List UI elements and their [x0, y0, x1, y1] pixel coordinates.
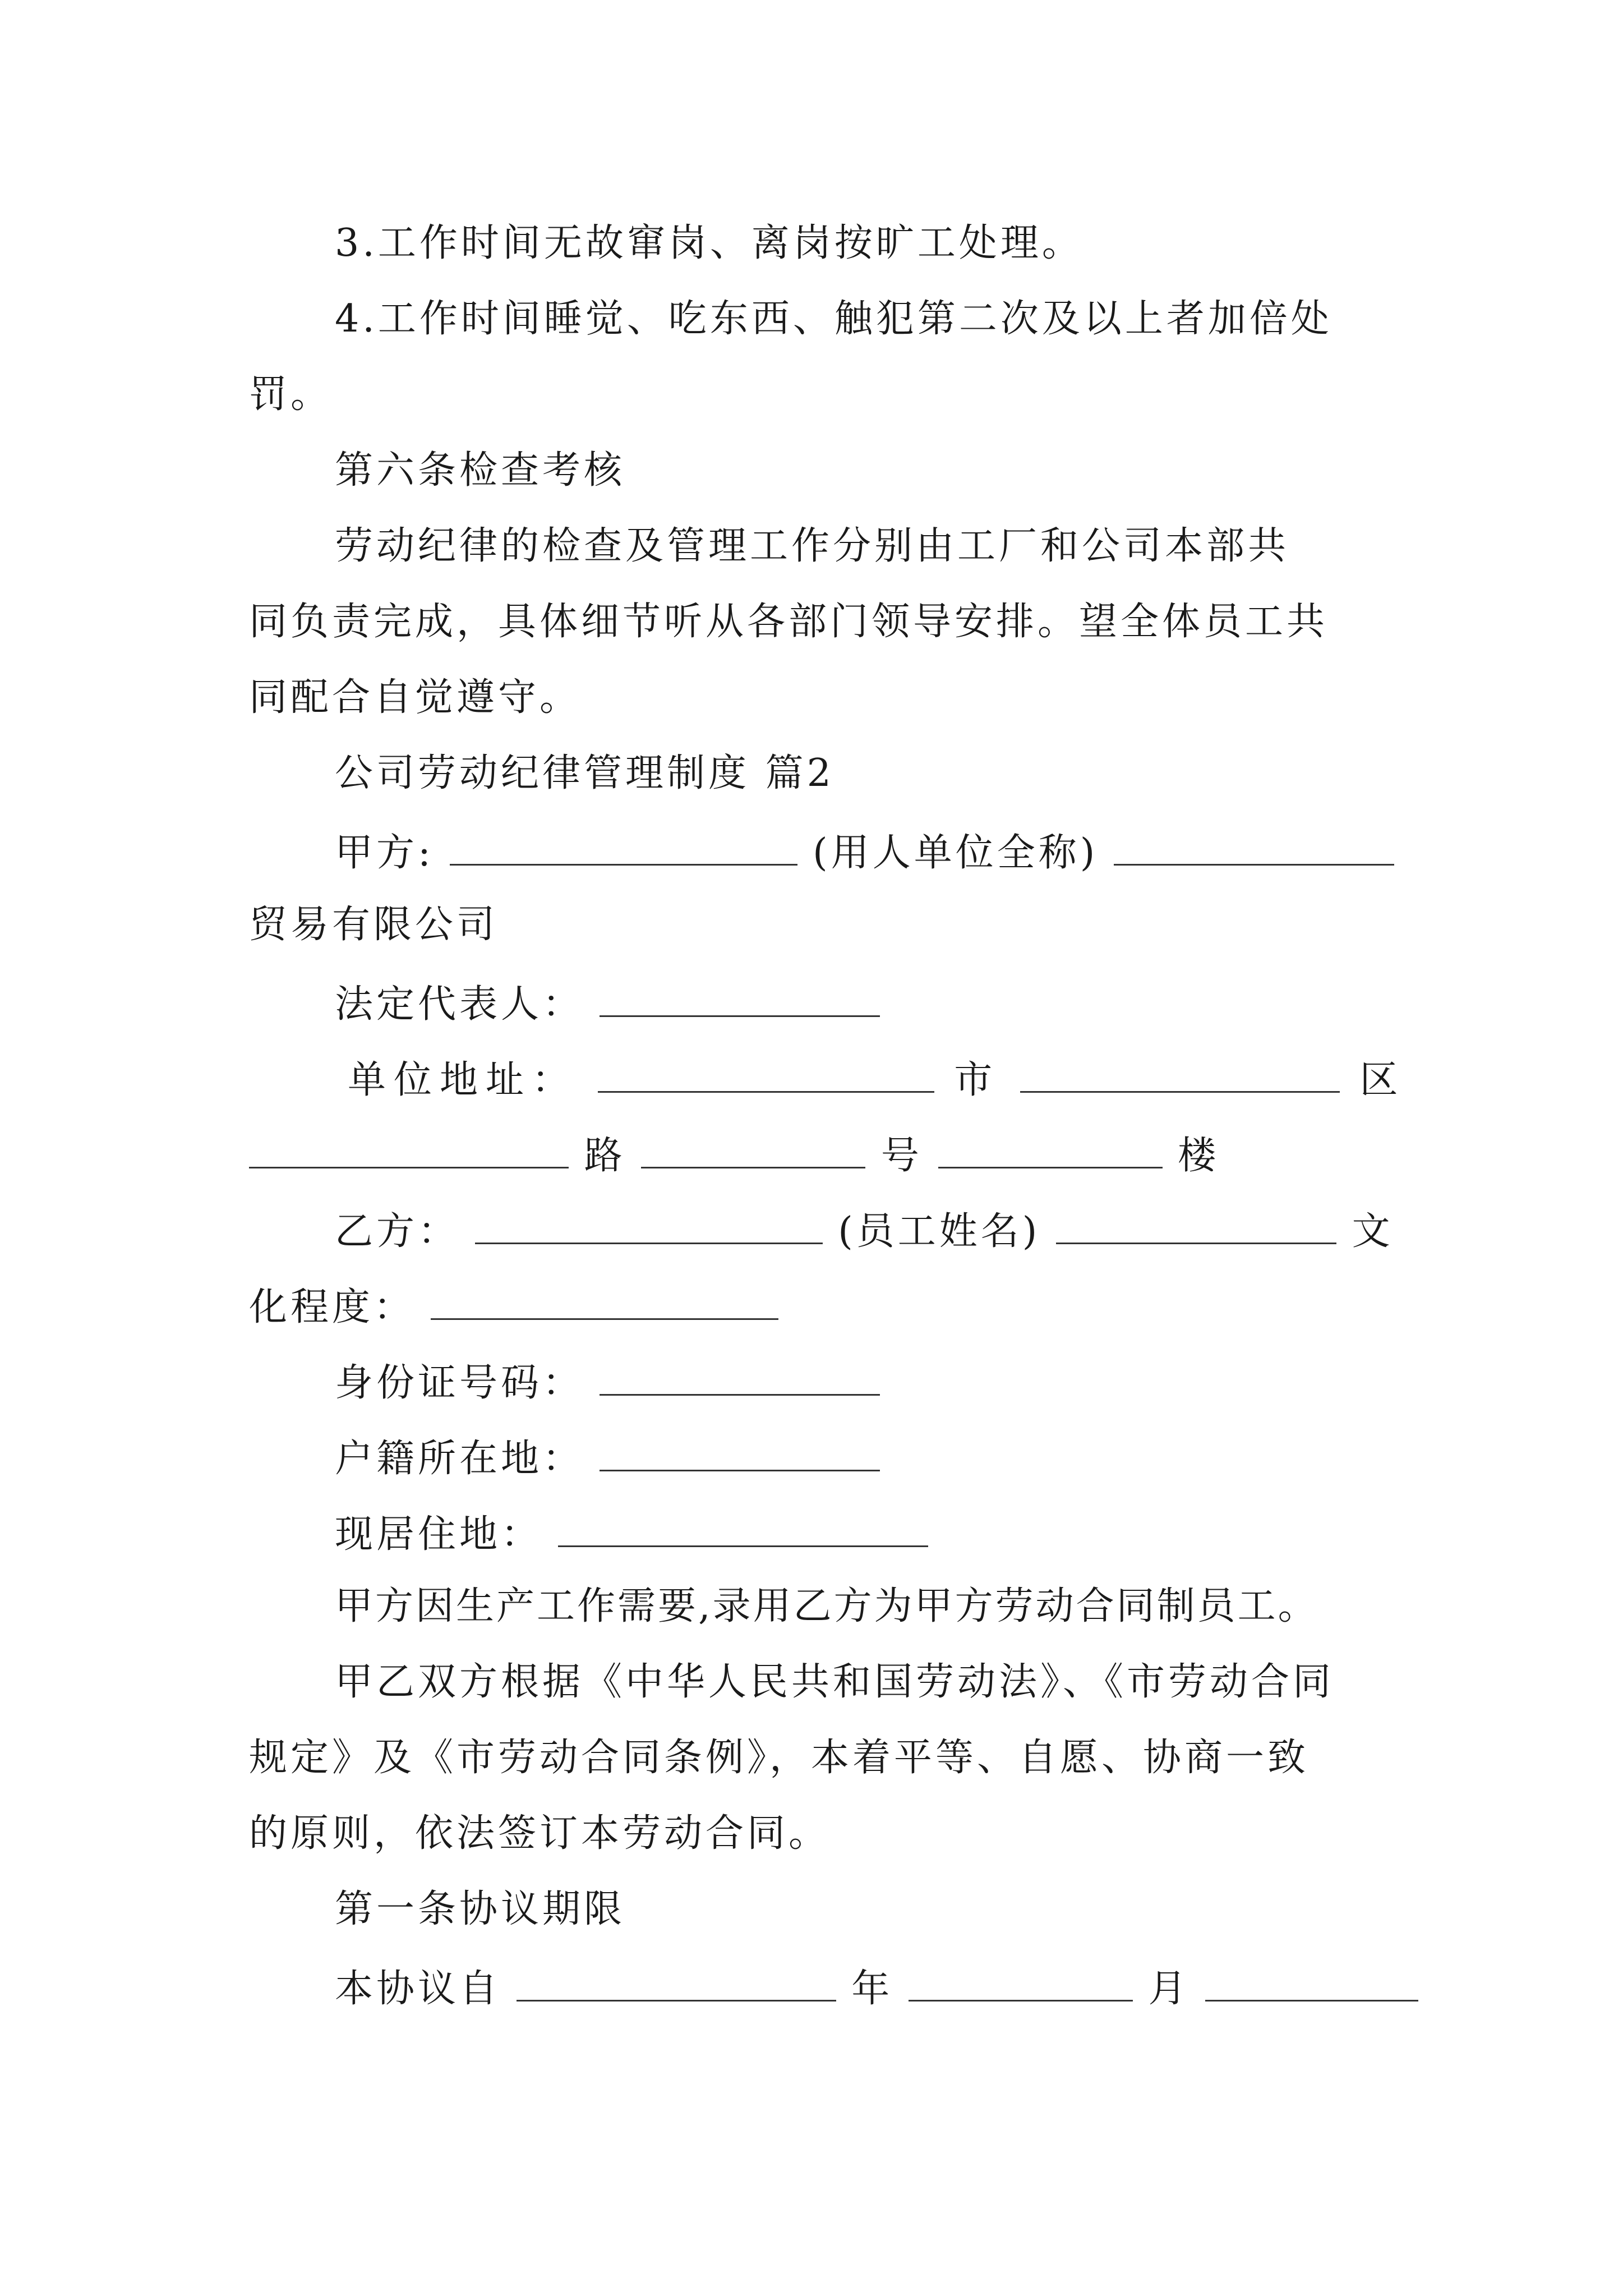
party-a-suffix-line: 贸易有限公司 — [249, 903, 499, 947]
document-subtitle: 公司劳动纪律管理制度 篇2 — [335, 751, 834, 795]
paragraph-basis-line3: 的原则，依法签订本劳动合同。 — [249, 1811, 831, 1856]
party-b-line — [335, 1209, 1394, 1254]
education-label-part2: 化程度： — [249, 1285, 416, 1329]
paragraph-basis-line1: 甲乙双方根据《中华人民共和国劳动法》、《市劳动合同 — [335, 1660, 1335, 1704]
term-line — [335, 1966, 1418, 2011]
term-year-label: 年 — [851, 1967, 893, 2011]
party-a-note: (用人单位全称) — [813, 831, 1099, 875]
party-b-note: (员工姓名) — [838, 1209, 1041, 1254]
education-line — [249, 1285, 778, 1327]
id-number-label: 身份证号码： — [335, 1361, 584, 1405]
residence-blank[interactable] — [558, 1512, 928, 1547]
education-label-part1: 文 — [1352, 1209, 1394, 1254]
address-building-blank[interactable] — [938, 1133, 1163, 1168]
address-district-label: 区 — [1359, 1058, 1406, 1102]
legal-rep-blank[interactable] — [600, 982, 880, 1017]
party-a-label: 甲方: — [335, 831, 434, 875]
address-label: 单位地址： — [348, 1058, 578, 1102]
paragraph-inspection-line2: 同负责完成，具体细节听从各部门领导安排。望全体员工共 — [249, 600, 1329, 644]
term-year-blank[interactable] — [517, 1966, 836, 2001]
address-line2 — [249, 1133, 1220, 1178]
section-heading-inspection: 第六条检查考核 — [335, 448, 626, 493]
address-city-label: 市 — [954, 1058, 1000, 1102]
legal-rep-line — [335, 982, 880, 1027]
household-blank[interactable] — [600, 1436, 880, 1471]
household-label: 户籍所在地： — [335, 1437, 584, 1481]
address-line — [348, 1057, 1406, 1102]
paragraph-inspection-line1: 劳动纪律的检查及管理工作分别由工厂和公司本部共 — [335, 524, 1290, 568]
residence-label: 现居住地： — [335, 1512, 543, 1557]
address-district-blank[interactable] — [1020, 1057, 1340, 1093]
address-road-blank[interactable] — [249, 1133, 569, 1168]
term-month-blank[interactable] — [909, 1966, 1133, 2001]
household-line — [335, 1436, 880, 1481]
paragraph-basis-line2: 规定》及《市劳动合同条例》，本着平等、自愿、协商一致 — [249, 1736, 1310, 1780]
paragraph-inspection-line3: 同配合自觉遵守。 — [249, 675, 582, 720]
paragraph-rule-3: 3.工作时间无故窜岗、离岗按旷工处理。 — [335, 221, 1083, 265]
residence-line — [335, 1512, 928, 1557]
term-day-blank[interactable] — [1205, 1966, 1418, 2001]
paragraph-rule-4-line2: 罚。 — [249, 372, 333, 417]
term-start-label: 本协议自 — [335, 1967, 501, 2011]
party-b-label: 乙方： — [335, 1209, 460, 1254]
paragraph-employment: 甲方因生产工作需要,录用乙方为甲方劳动合同制员工。 — [335, 1584, 1318, 1628]
party-b-name-blank[interactable] — [475, 1209, 823, 1244]
section-heading-term: 第一条协议期限 — [335, 1887, 626, 1931]
id-number-line — [335, 1360, 880, 1405]
party-a-line — [335, 830, 1394, 875]
address-city-blank[interactable] — [598, 1057, 934, 1093]
term-month-label: 月 — [1148, 1967, 1190, 2011]
address-number-blank[interactable] — [641, 1133, 865, 1168]
address-number-label: 号 — [880, 1134, 923, 1178]
party-a-name-blank[interactable] — [450, 830, 797, 866]
address-building-label: 楼 — [1178, 1134, 1220, 1178]
party-a-extra-blank[interactable] — [1114, 830, 1394, 866]
address-road-label: 路 — [584, 1134, 626, 1178]
legal-rep-label: 法定代表人： — [335, 982, 584, 1027]
education-blank[interactable] — [431, 1285, 778, 1320]
paragraph-rule-4-line1: 4.工作时间睡觉、吃东西、触犯第二次及以上者加倍处 — [335, 297, 1332, 341]
id-number-blank[interactable] — [600, 1360, 880, 1396]
party-b-extra-blank[interactable] — [1056, 1209, 1336, 1244]
